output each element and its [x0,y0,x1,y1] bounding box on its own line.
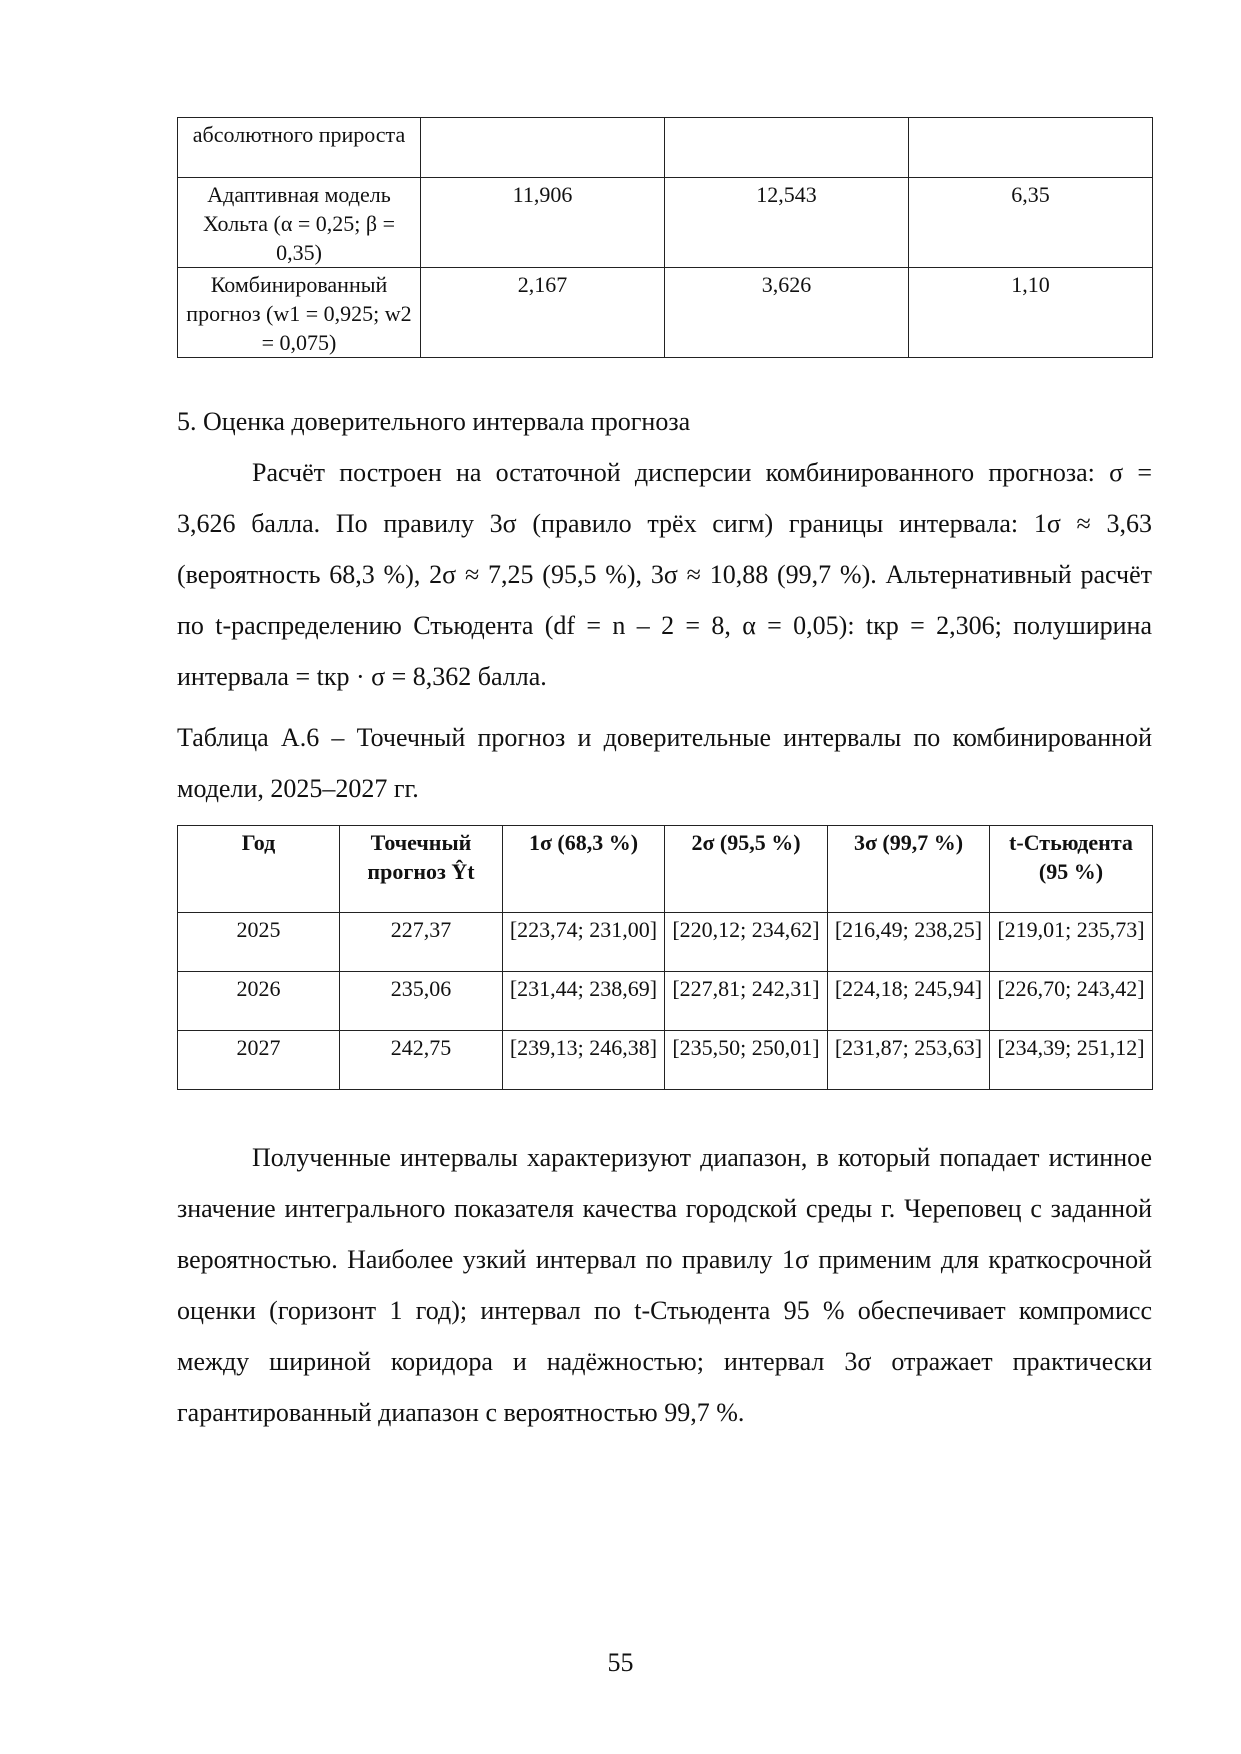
table-cell: 3,626 [665,268,909,358]
table-cell: [216,49; 238,25] [828,913,990,972]
column-header: Год [178,826,340,913]
table-cell: 2,167 [421,268,665,358]
table-cell: 235,06 [340,972,503,1031]
table-cell: 227,37 [340,913,503,972]
table-row [178,1031,1153,1090]
table-caption: Таблица А.6 – Точечный прогноз и доверительные интервалы по комбинированной модели, 2025–2027 гг. [177,723,1152,803]
table-cell: 2026 [178,972,340,1031]
body-paragraph: Полученные интервалы характеризуют диапазон, в который попадает истинное значение интегрального показателя качества городской среды г. Череповец с заданной вероятностью. Наиболее узкий интервал по правилу 1σ применим для краткосрочной оценки (горизонт 1 год); интервал по t-Стьюдента 95 % обеспечивает компромисс между шириной коридора и надёжностью; интервал 3σ отражает практически гарантированный диапазон с вероятностью 99,7 %. [177,1143,1152,1427]
table-cell: [224,18; 245,94] [828,972,990,1031]
table-cell: Адаптивная модель Хольта (α = 0,25; β = 0,35) [178,178,421,268]
table-cell: 11,906 [421,178,665,268]
table-row [178,268,1153,358]
model-comparison-table [177,117,1153,358]
table-row [178,178,1153,268]
table-cell: 6,35 [909,178,1153,268]
table-cell: [227,81; 242,31] [665,972,828,1031]
table-cell: [219,01; 235,73] [990,913,1153,972]
table-row [178,913,1153,972]
forecast-intervals-table [177,825,1153,1090]
body-paragraph: Расчёт построен на остаточной дисперсии комбинированного прогноза: σ = 3,626 балла. По правилу 3σ (правило трёх сигм) границы интервала: 1σ ≈ 3,63 (вероятность 68,3 %), 2σ ≈ 7,25 (95,5 %), 3σ ≈ 10,88 (99,7 %). Альтернативный расчёт по t-распределению Стьюдента (df = n – 2 = 8, α = 0,05): tкр = 2,306; полуширина интервала = tкр · σ = 8,362 балла. [177,458,1152,691]
table-cell: [220,12; 234,62] [665,913,828,972]
page-number: 55 [607,1648,634,1677]
table-cell: абсолютного прироста [178,118,421,178]
table-cell: [226,70; 243,42] [990,972,1153,1031]
table-cell [665,118,909,178]
column-header: Точечный прогноз Ŷt [340,826,503,913]
table-cell [421,118,665,178]
table-cell: Комбинированный прогноз (w1 = 0,925; w2 = 0,075) [178,268,421,358]
table-cell: [239,13; 246,38] [503,1031,665,1090]
section-heading: 5. Оценка доверительного интервала прогноза [177,407,691,436]
table-row [178,118,1153,178]
table-cell: 1,10 [909,268,1153,358]
table-cell: [234,39; 251,12] [990,1031,1153,1090]
table-cell: [235,50; 250,01] [665,1031,828,1090]
column-header: 1σ (68,3 %) [503,826,665,913]
table-cell [909,118,1153,178]
table-cell: [231,87; 253,63] [828,1031,990,1090]
column-header: 3σ (99,7 %) [828,826,990,913]
table-cell: 2025 [178,913,340,972]
column-header: 2σ (95,5 %) [665,826,828,913]
table-cell: [223,74; 231,00] [503,913,665,972]
table-cell: [231,44; 238,69] [503,972,665,1031]
table-header-row [178,826,1153,913]
table-row [178,972,1153,1031]
column-header: t-Стьюдента (95 %) [990,826,1153,913]
table-cell: 2027 [178,1031,340,1090]
table-cell: 12,543 [665,178,909,268]
table-cell: 242,75 [340,1031,503,1090]
